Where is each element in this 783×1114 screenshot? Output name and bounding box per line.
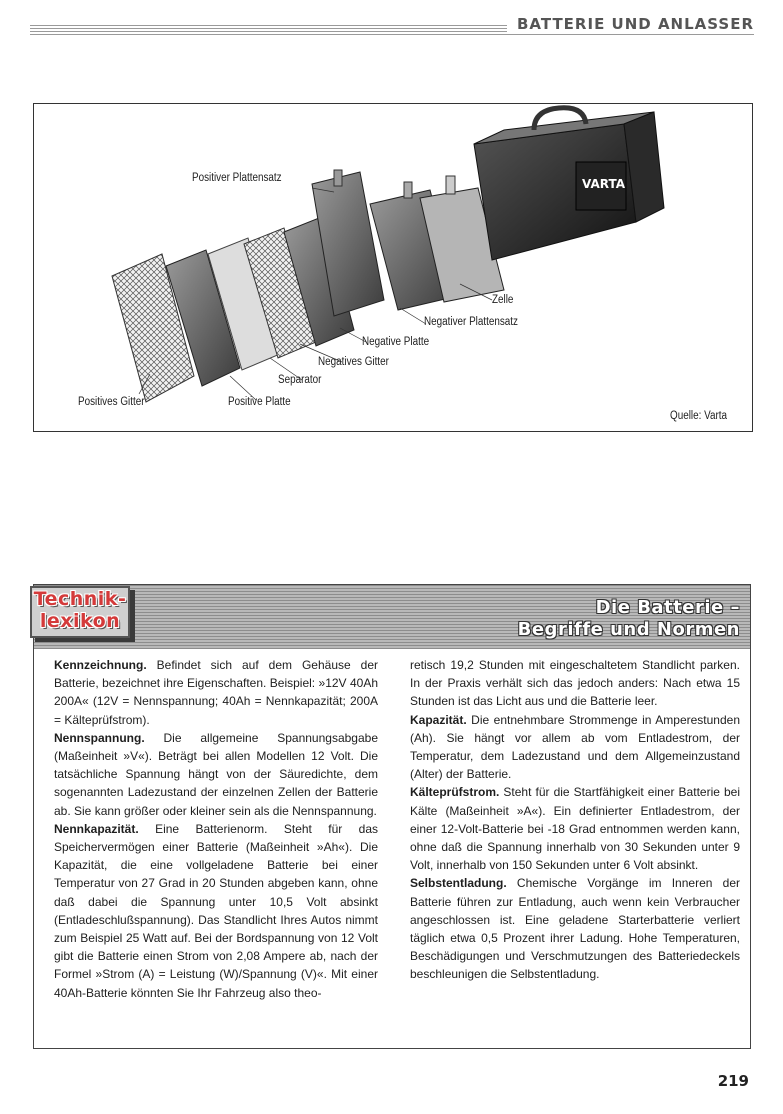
technik-lexikon-badge [29, 584, 139, 648]
lexikon-title-line-1: Die Batterie – [595, 597, 740, 618]
badge-line-2: lexikon [39, 610, 121, 632]
definition: Befindet sich auf dem Gehäuse der Batterie, bezeichnet ihre Eigenschaften. Beispiel: »12V 40Ah 200A« (12V = Nennspannung; 40Ah = Nennkapazität; 200A = Kälteprüfstrom). [54, 658, 378, 727]
technik-lexikon-box [33, 584, 751, 1049]
battery-illustration [34, 104, 752, 431]
entry-nennspannung [54, 729, 378, 820]
figure-source: Quelle: Varta [670, 410, 727, 422]
entry-selbstentladung [410, 874, 740, 983]
definition: Chemische Vorgänge im Inneren der Batterie führen zur Entladung, auch wenn kein Verbraucher angeschlossen ist. Eine geladene Starterbatterie verliert täglich etwa 0,5 Prozent ihrer Ladung. Hohe Temperaturen, Beschädigungen und Verschmutzungen des Batteriedeckels beschleunigen die Selbstentladung. [410, 876, 740, 982]
entry-kaltepruefstrom [410, 783, 740, 874]
lexikon-column-left [54, 656, 378, 1002]
label-positives-gitter: Positives Gitter [78, 396, 145, 408]
label-positiver-plattensatz: Positiver Plattensatz [192, 172, 282, 184]
lexikon-title [518, 597, 740, 641]
definition: Eine Batterienorm. Steht für das Speichervermögen einer Batterie (Maßeinheit »Ah«). Die Kapazität, die eine vollgeladene Batterie bei einer Temperatur von 27 Grad in 20 Stunden abgeben kann, ohne daß dabei die Spannung unter 10,5 Volt absinkt (Entladeschlußspannung). Das Standlicht Ihres Autos nimmt zum Beispiel 25 Watt auf. Bei der Bordspannung von 12 Volt gibt die Batterie einen Strom von 2,08 Ampere ab, nach der Formel »Strom (A) = Leistung (W)/Spannung (V)«. Mit einer 40Ah-Batterie könnten Sie Ihr Fahrzeug also theo- [54, 821, 378, 1000]
entry-nennkapazitaet-continued: retisch 19,2 Stunden mit eingeschaltetem Standlicht parken. In der Praxis verhält sich das jedoch anders: Nach etwa 15 Stunden ist das Licht aus und die Batterie leer. [410, 658, 740, 709]
page-number: 219 [717, 1072, 749, 1090]
label-zelle: Zelle [492, 294, 514, 306]
lexikon-column-right [410, 656, 740, 984]
varta-brand: VARTA [582, 177, 626, 191]
header-title: BATTERIE UND ANLASSER [507, 15, 754, 33]
badge-line-1: Technik- [33, 588, 127, 610]
term: Kennzeichnung. [54, 658, 147, 672]
running-header [30, 14, 754, 38]
lexikon-title-line-2: Begriffe und Normen [517, 619, 740, 640]
battery-exploded-figure [33, 103, 753, 432]
entry-nennkapazitaet [54, 820, 378, 1002]
label-negativer-plattensatz: Negativer Plattensatz [424, 316, 519, 328]
definition: Die allgemeine Spannungsabgabe (Maßeinheit »V«). Beträgt bei allen Modellen 12 Volt. Die tatsächliche Spannung hängt von der Säuredichte, dem sogenannten Ladezustand der einzelnen Zellen der Batterie ab. Sie kann größer oder kleiner sein als die Nennspannung. [54, 730, 378, 818]
label-positive-platte: Positive Platte [228, 396, 291, 408]
label-separator: Separator [278, 374, 322, 386]
term: Kapazität. [410, 712, 467, 727]
term: Kälteprüfstrom. [410, 785, 500, 800]
definition: Steht für die Startfähigkeit einer Batterie bei Kälte (Maßeinheit »A«). Ein definierter Entladestrom, der einer 12-Volt-Batterie bei -18 Grad entnommen werden kann, ohne daß die Spannung innerhalb von 30 Sekunden unter 9 Volt, innerhalb von 150 Sekunden unter 6 Volt absinkt. [410, 785, 740, 873]
term: Nennkapazität. [54, 821, 139, 836]
entry-kennzeichnung [54, 656, 378, 729]
term: Nennspannung. [54, 730, 145, 745]
definition: Die entnehmbare Strommenge in Amperestunden (Ah). Sie hängt vor allem ab vom Entladestrom, der Temperatur, dem Ladezustand und dem Allgemeinzustand (Alter) der Batterie. [410, 712, 740, 782]
term: Selbstentladung. [410, 876, 507, 891]
label-negatives-gitter: Negatives Gitter [318, 356, 389, 368]
label-negative-platte: Negative Platte [362, 336, 430, 348]
lexikon-banner [34, 585, 750, 649]
entry-kapazitaet [410, 711, 740, 784]
